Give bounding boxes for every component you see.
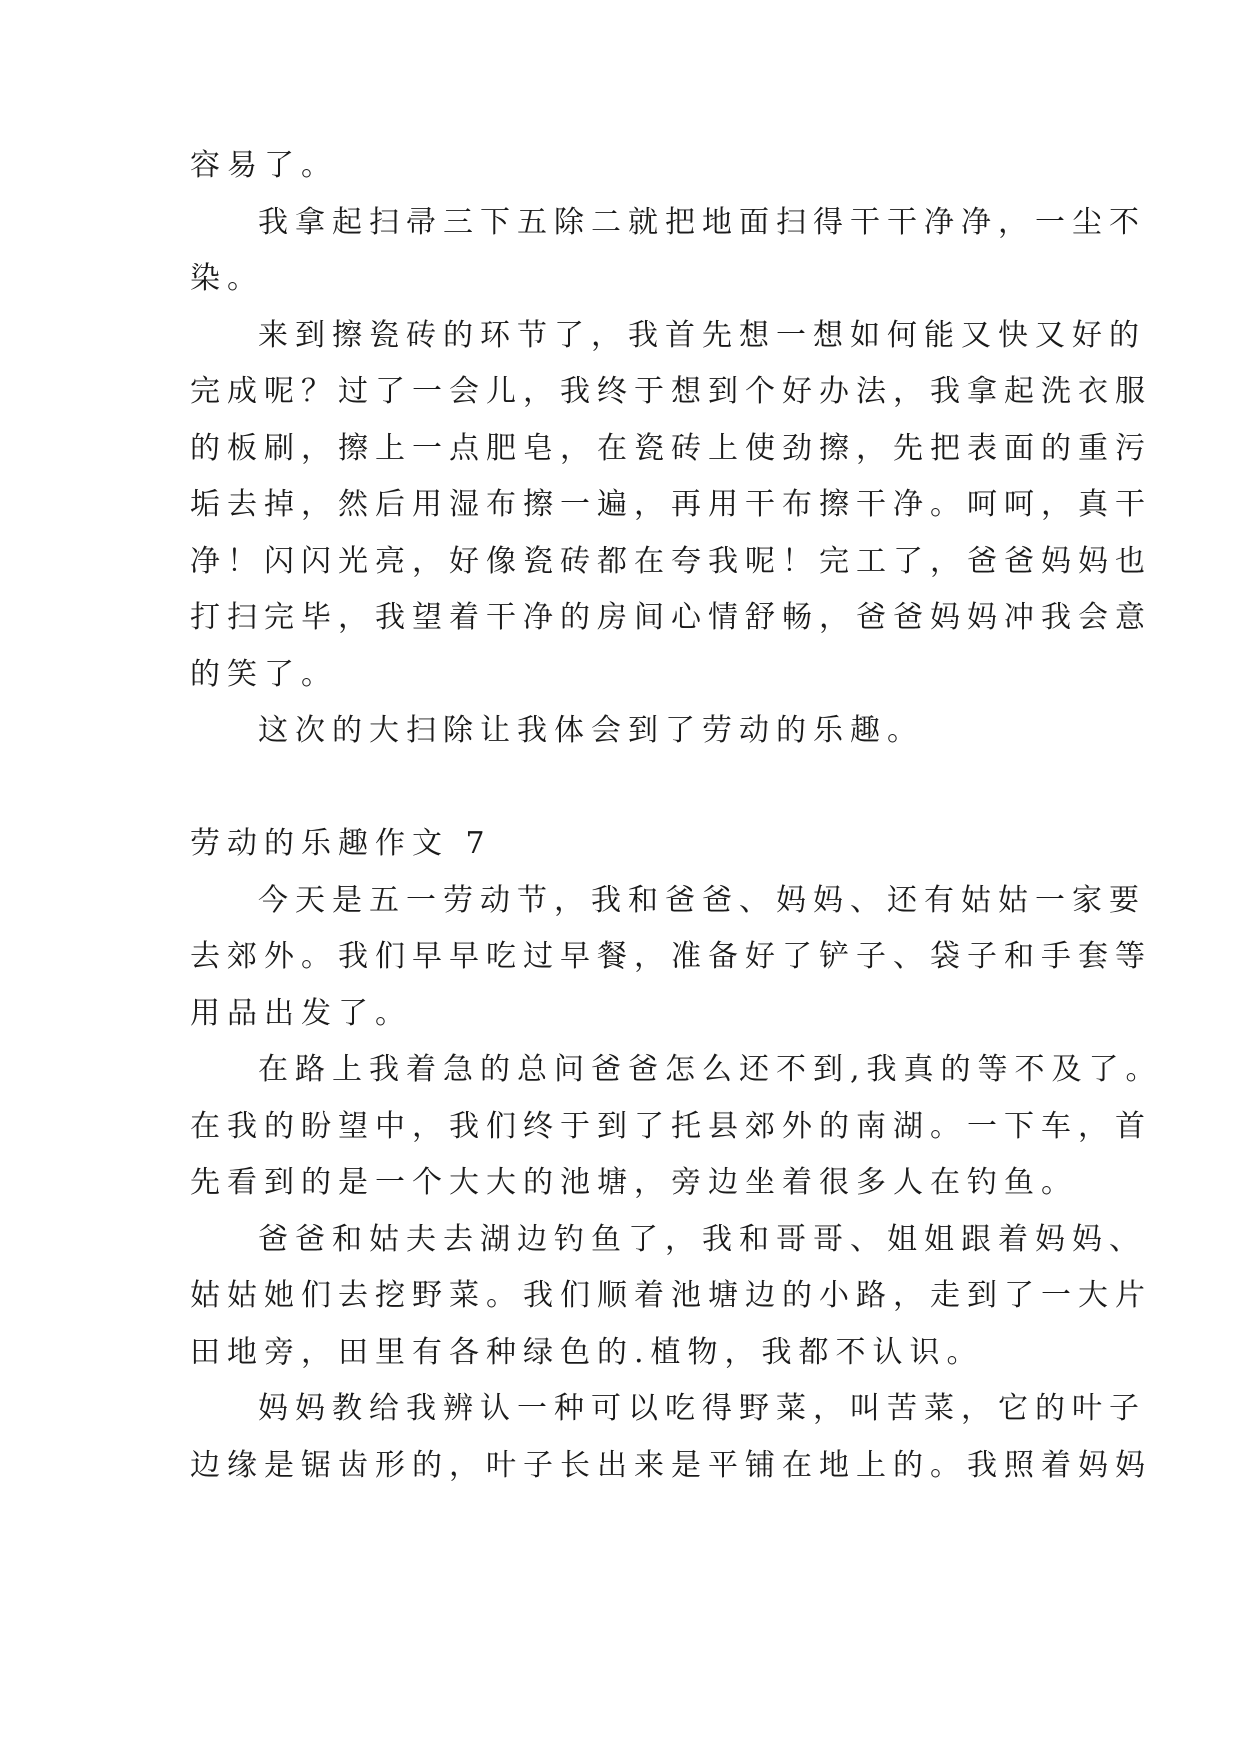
- text-line: 完成呢？过了一会儿，我终于想到个好办法，我拿起洗衣服: [190, 374, 1152, 409]
- text-line: 染。: [190, 261, 264, 296]
- text-line: 边缘是锯齿形的，叶子长出来是平铺在地上的。我照着妈妈: [190, 1448, 1152, 1483]
- text-line: 田地旁，田里有各种绿色的.植物，我都不认识。: [190, 1335, 984, 1370]
- text-line: 的板刷，擦上一点肥皂，在瓷砖上使劲擦，先把表面的重污: [190, 431, 1152, 466]
- text-line: 垢去掉，然后用湿布擦一遍，再用干布擦干净。呵呵，真干: [190, 487, 1152, 522]
- text-line: 打扫完毕，我望着干净的房间心情舒畅，爸爸妈妈冲我会意: [190, 600, 1152, 635]
- paragraph-first-line: 爸爸和姑夫去湖边钓鱼了，我和哥哥、姐姐跟着妈妈、: [258, 1222, 1146, 1257]
- paragraph-first-line: 来到擦瓷砖的环节了，我首先想一想如何能又快又好的: [258, 318, 1146, 353]
- paragraph-first-line: 妈妈教给我辨认一种可以吃得野菜，叫苦菜，它的叶子: [258, 1391, 1146, 1426]
- paragraph-first-line: 在路上我着急的总问爸爸怎么还不到,我真的等不及了。: [258, 1052, 1163, 1087]
- paragraph-first-line: 我拿起扫帚三下五除二就把地面扫得干干净净，一尘不: [258, 205, 1146, 240]
- text-line: 先看到的是一个大大的池塘，旁边坐着很多人在钓鱼。: [190, 1165, 1078, 1200]
- section-heading: 劳动的乐趣作文 7: [190, 826, 492, 861]
- paragraph-first-line: 这次的大扫除让我体会到了劳动的乐趣。: [258, 713, 924, 748]
- text-line: 容易了。: [190, 148, 338, 183]
- text-line: 用品出发了。: [190, 996, 412, 1031]
- text-line: 去郊外。我们早早吃过早餐，准备好了铲子、袋子和手套等: [190, 939, 1152, 974]
- text-line: 姑姑她们去挖野菜。我们顺着池塘边的小路，走到了一大片: [190, 1278, 1152, 1313]
- text-line: 净！闪闪光亮，好像瓷砖都在夸我呢！完工了，爸爸妈妈也: [190, 544, 1152, 579]
- paragraph-first-line: 今天是五一劳动节，我和爸爸、妈妈、还有姑姑一家要: [258, 883, 1146, 918]
- text-line: 的笑了。: [190, 657, 338, 692]
- text-line: 在我的盼望中，我们终于到了托县郊外的南湖。一下车，首: [190, 1109, 1152, 1144]
